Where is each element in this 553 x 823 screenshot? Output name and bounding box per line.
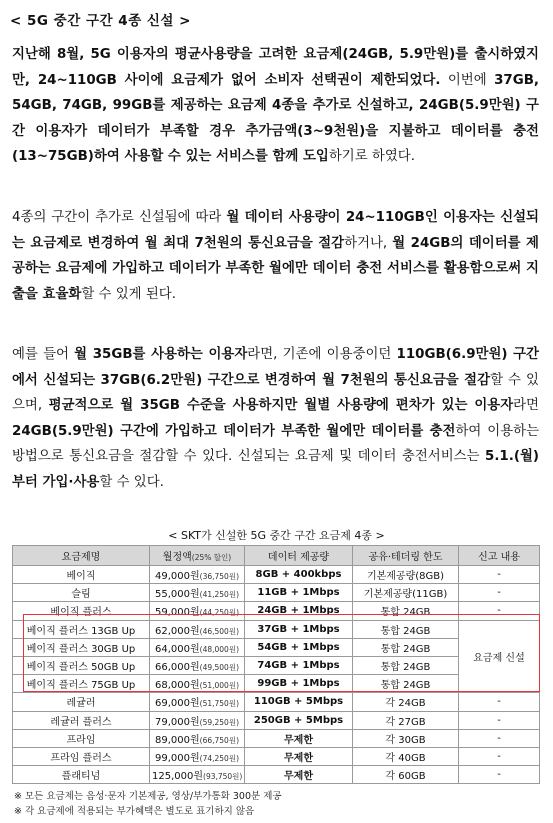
footnotes — [14, 789, 282, 819]
share-cell: 통합 24GB — [353, 602, 459, 620]
table-row — [13, 620, 540, 638]
price-cell — [150, 620, 245, 638]
section-title: < 5G 중간 구간 4종 신설 > — [10, 13, 191, 29]
text-run: 월 35GB를 사용하는 이용자 — [74, 347, 248, 362]
discount-price: (49,500원) — [199, 663, 239, 673]
text-run: 하거나, — [344, 235, 393, 251]
price-value: 68,000원 — [155, 680, 200, 692]
text-run: 할 수 있으며, — [12, 372, 539, 413]
discount-price: (48,000원) — [199, 644, 239, 654]
data-cell: 250GB + 5Mbps — [245, 711, 353, 729]
price-value: 99,000원 — [155, 752, 200, 764]
data-cell: 110GB + 5Mbps — [245, 693, 353, 711]
text-run: 4종의 구간이 추가로 신설됨에 따라 — [12, 210, 227, 225]
col-header-name: 요금제명 — [13, 546, 150, 566]
table-row — [13, 693, 540, 711]
col-header-price-label: 월정액 — [162, 552, 192, 563]
text-run: 하기로 하였다. — [328, 149, 415, 164]
text-run: 월 24GB의 데이터를 제공하는 요금제에 가입하고 데이터가 부족한 월에만 데이터 충전 서비스를 활용함으로써 지출을 효율화 — [12, 235, 539, 302]
share-cell: 통합 24GB — [353, 638, 459, 656]
data-cell: 37GB + 1Mbps — [245, 620, 353, 638]
plan-name-cell: 프라임 플러스 — [13, 747, 150, 765]
price-value: 55,000원 — [155, 589, 200, 601]
price-value: 125,000원 — [152, 771, 204, 783]
discount-price: (41,250원) — [199, 590, 239, 600]
note-cell: - — [459, 711, 540, 729]
note-cell: - — [459, 729, 540, 747]
text-run: 예를 들어 — [12, 347, 75, 362]
share-cell: 각 60GB — [353, 766, 459, 784]
data-cell: 54GB + 1Mbps — [245, 638, 353, 656]
discount-price: (51,750원) — [199, 699, 239, 709]
table-row — [13, 602, 540, 620]
text-run: 37GB, 54GB, 74GB, 99GB를 제공하는 요금제 4종을 추가로 신설하고, 24GB(5.9만원) 구간 이용자가 데이터가 부족할 경우 추가금액(3~9천원)을 지불하고 데이터를 충전(13~75GB)하여 사용할 수 있는 서비스를 함께 도입 — [12, 72, 539, 164]
table-row — [13, 747, 540, 765]
share-cell: 통합 24GB — [353, 620, 459, 638]
plan-name-cell: 베이직 플러스 30GB Up — [13, 638, 150, 656]
data-cell: 8GB + 400kbps — [245, 566, 353, 584]
table-row — [13, 711, 540, 729]
price-cell — [150, 602, 245, 620]
plans-table — [12, 545, 540, 784]
price-cell — [150, 729, 245, 747]
discount-price: (36,750원) — [199, 572, 239, 582]
col-header-note: 신고 내용 — [459, 546, 540, 566]
note-cell: - — [459, 602, 540, 620]
share-cell: 각 24GB — [353, 693, 459, 711]
price-value: 62,000원 — [155, 625, 200, 637]
price-value: 69,000원 — [155, 698, 200, 710]
text-run: 지난해 8월, 5G 이용자의 평균사용량을 고려한 요금제(24GB, 5.9만원)를 출시하였지만, 24~110GB 사이에 요금제가 없어 소비자 선택권이 제한되었다. — [12, 47, 539, 88]
price-cell — [150, 711, 245, 729]
col-header-price — [150, 546, 245, 566]
table-row — [13, 729, 540, 747]
discount-price: (51,000원) — [199, 681, 239, 691]
footnote: ※ 각 요금제에 적용되는 부가혜택은 별도로 표기하지 않음 — [14, 806, 255, 817]
note-cell: - — [459, 693, 540, 711]
text-run: 110GB(6.9만원) 구간에서 신설되는 37GB(6.2만원) 구간으로 변경하여 월 7천원의 통신요금을 절감 — [12, 347, 539, 388]
discount-price: (46,500원) — [199, 626, 239, 636]
plan-name-cell: 슬림 — [13, 584, 150, 602]
price-cell — [150, 566, 245, 584]
share-cell: 각 40GB — [353, 747, 459, 765]
note-cell: - — [459, 566, 540, 584]
price-value: 89,000원 — [155, 734, 200, 746]
text-run: 라면 — [513, 398, 539, 413]
text-run: 24GB(5.9만원) 구간에 가입하고 데이터가 부족한 월에만 데이터를 충전 — [12, 423, 456, 439]
price-value: 64,000원 — [155, 643, 200, 655]
price-value: 79,000원 — [155, 716, 200, 728]
text-run: 평균적으로 월 35GB 수준을 사용하지만 월별 사용량에 편차가 있는 이용자 — [48, 398, 514, 413]
text-run: 할 수 있게 된다. — [81, 286, 176, 302]
share-cell: 통합 24GB — [353, 656, 459, 674]
share-cell: 각 27GB — [353, 711, 459, 729]
data-cell: 24GB + 1Mbps — [245, 602, 353, 620]
text-run: 하여 이용하는 방법으로 통신요금을 절감할 수 있다. 신설되는 요금제 및 데이터 충전서비스는 — [12, 423, 540, 464]
share-cell: 각 30GB — [353, 729, 459, 747]
data-cell: 74GB + 1Mbps — [245, 656, 353, 674]
data-cell: 11GB + 1Mbps — [245, 584, 353, 602]
footnote: ※ 모든 요금제는 음성·문자 기본제공, 영상/부가통화 300분 제공 — [14, 791, 282, 802]
discount-price: (59,250원) — [199, 717, 239, 727]
text-run: 라면, 기존에 이용중이던 — [247, 347, 397, 362]
plan-name-cell: 레귤러 플러스 — [13, 711, 150, 729]
plan-name-cell: 베이직 플러스 13GB Up — [13, 620, 150, 638]
table-header-row — [13, 546, 540, 566]
data-cell: 99GB + 1Mbps — [245, 675, 353, 693]
paragraph-2 — [12, 205, 539, 307]
table-row — [13, 566, 540, 584]
text-run: 할 수 있다. — [99, 474, 164, 490]
price-cell — [150, 766, 245, 784]
price-cell — [150, 638, 245, 656]
price-cell — [150, 656, 245, 674]
plan-name-cell: 레귤러 — [13, 693, 150, 711]
discount-price: (93,750원) — [203, 772, 243, 782]
note-cell: 요금제 신설 — [459, 620, 540, 693]
share-cell: 기본제공량(11GB) — [353, 584, 459, 602]
price-cell — [150, 693, 245, 711]
table-title: < SKT가 신설한 5G 중간 구간 요금제 4종 > — [168, 529, 385, 542]
discount-price: (66,750원) — [199, 735, 239, 745]
note-cell: - — [459, 747, 540, 765]
table-row — [13, 584, 540, 602]
note-cell: - — [459, 766, 540, 784]
plan-name-cell: 프라임 — [13, 729, 150, 747]
table-row — [13, 766, 540, 784]
plan-name-cell: 베이직 — [13, 566, 150, 584]
plan-name-cell: 베이직 플러스 75GB Up — [13, 675, 150, 693]
col-header-share: 공유·테더링 한도 — [353, 546, 459, 566]
col-header-data: 데이터 제공량 — [245, 546, 353, 566]
price-cell — [150, 584, 245, 602]
data-cell: 무제한 — [245, 729, 353, 747]
text-run: 5.1.(월)부터 가입·사용 — [12, 449, 539, 490]
text-run: 이번에 — [440, 72, 495, 88]
data-cell: 무제한 — [245, 766, 353, 784]
paragraph-3 — [12, 342, 539, 495]
price-cell — [150, 675, 245, 693]
text-run: 월 데이터 사용량이 24~110GB인 이용자는 신설되는 요금제로 변경하여 월 최대 7천원의 통신요금을 절감 — [12, 210, 539, 251]
plan-name-cell: 플래티넘 — [13, 766, 150, 784]
price-cell — [150, 747, 245, 765]
discount-price: (44,250원) — [199, 608, 239, 618]
discount-price: (74,250원) — [199, 753, 239, 763]
plan-name-cell: 베이직 플러스 50GB Up — [13, 656, 150, 674]
price-value: 66,000원 — [155, 662, 200, 674]
share-cell: 통합 24GB — [353, 675, 459, 693]
price-value: 49,000원 — [155, 571, 200, 583]
col-header-price-sub: (25% 할인) — [191, 553, 232, 562]
data-cell: 무제한 — [245, 747, 353, 765]
plan-name-cell: 베이직 플러스 — [13, 602, 150, 620]
paragraph-1 — [12, 42, 539, 170]
share-cell: 기본제공량(8GB) — [353, 566, 459, 584]
price-value: 59,000원 — [155, 607, 200, 619]
note-cell: - — [459, 584, 540, 602]
